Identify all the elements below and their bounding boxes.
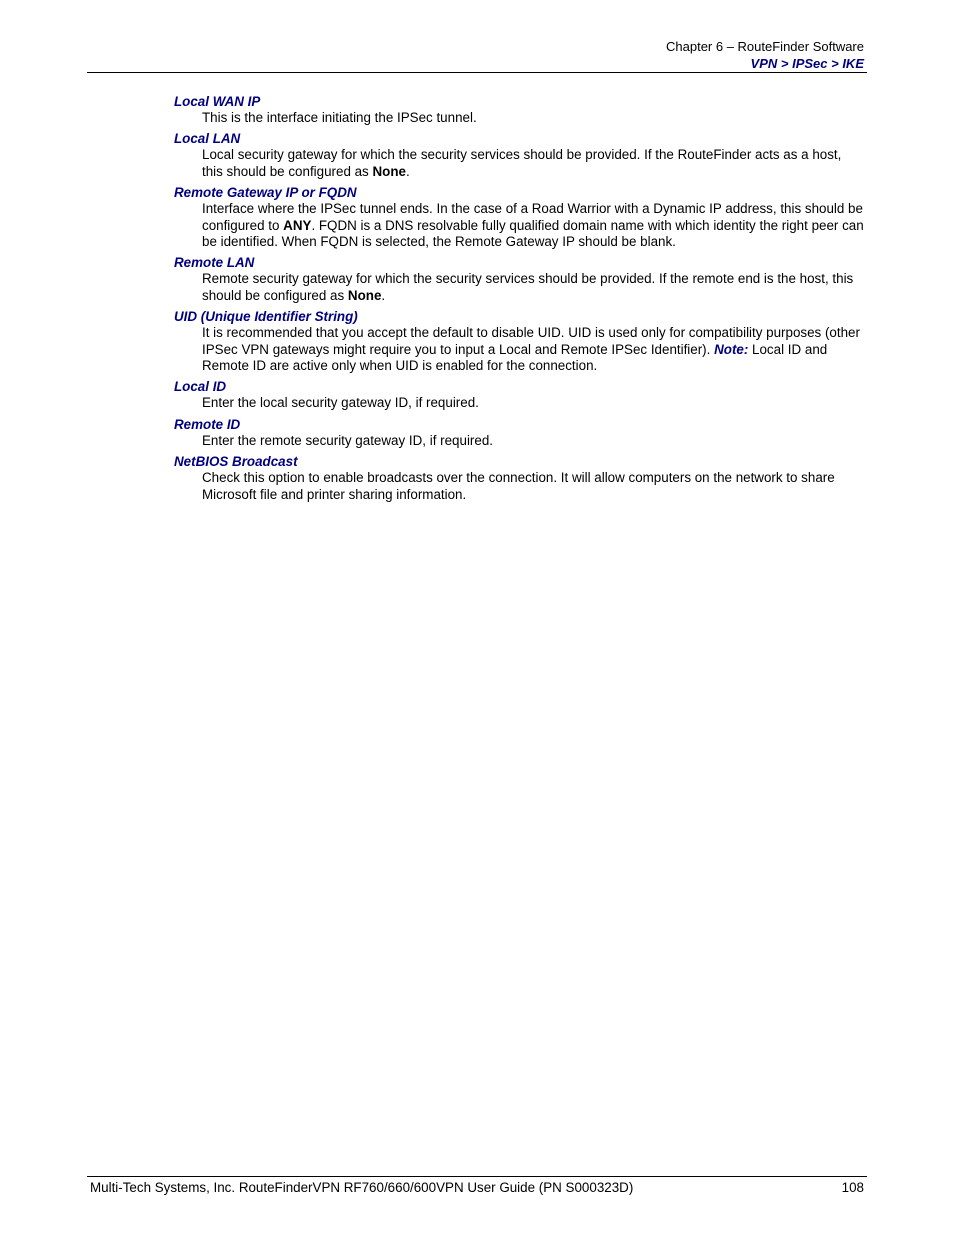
term-description: This is the interface initiating the IPSec tunnel.: [202, 110, 477, 125]
term-heading: Local WAN IP: [174, 94, 261, 109]
term-heading: Local LAN: [174, 131, 241, 147]
description-text: Remote security gateway for which the security services should be provided. If the remote end is the host, this should be configured as: [202, 271, 854, 303]
description-text: Local security gateway for which the security services should be provided. If the RouteFinder acts as a host, this should be configured as: [202, 147, 842, 179]
term-description: Check this option to enable broadcasts over the connection. It will allow computers on the network to share Microsoft file and printer sharing information.: [202, 470, 835, 502]
note-label: Note:: [714, 341, 749, 357]
description-bold-value: None: [347, 287, 382, 303]
term-description: [202, 271, 864, 304]
description-text: Local ID and Remote ID are active only when UID is enabled for the connection.: [202, 341, 828, 374]
term-description: [202, 201, 864, 250]
term-description: [202, 325, 864, 374]
entry-remote-gateway: [174, 184, 864, 250]
entry-local-lan: [174, 130, 864, 180]
description-bold-value: ANY: [283, 217, 312, 233]
footer-divider: [87, 1176, 867, 1177]
entry-local-id: [174, 378, 864, 411]
header-divider: [87, 72, 867, 73]
term-description: Enter the remote security gateway ID, if required.: [202, 432, 494, 448]
description-text: . FQDN is a DNS resolvable fully qualified domain name with which identity the right peer can be identified. When FQDN is selected, the Remote Gateway IP should be blank.: [202, 217, 864, 250]
description-text: It is recommended that you accept the default to disable UID. UID is used only for compatibility purposes (other IPSec VPN gateways might require you to input a Local and Remote IPSec Identifier).: [202, 325, 860, 357]
entry-netbios-broadcast: [174, 453, 864, 503]
term-description: Enter the local security gateway ID, if required.: [202, 395, 479, 411]
breadcrumb: VPN > IPSec > IKE: [750, 56, 864, 71]
description-text: .: [405, 163, 410, 179]
term-heading: Remote LAN: [174, 255, 255, 271]
page-number: 108: [841, 1180, 864, 1195]
term-description: [202, 147, 864, 180]
footer-document-title: Multi-Tech Systems, Inc. RouteFinderVPN RF760/660/600VPN User Guide (PN S000323D): [90, 1180, 634, 1195]
entry-remote-id: [174, 416, 864, 449]
entry-uid: [174, 308, 864, 374]
term-heading: Remote ID: [174, 416, 241, 432]
entry-local-wan-ip: [174, 93, 864, 126]
chapter-title: Chapter 6 – RouteFinder Software: [666, 39, 864, 54]
term-heading: Local ID: [174, 379, 227, 395]
description-text: Interface where the IPSec tunnel ends. In the case of a Road Warrior with a Dynamic IP address, this should be configured to: [202, 201, 863, 233]
description-text: .: [381, 287, 386, 303]
entry-remote-lan: [174, 254, 864, 304]
term-heading: NetBIOS Broadcast: [174, 454, 298, 470]
term-heading: UID (Unique Identifier String): [174, 309, 358, 325]
definition-list: [174, 93, 864, 507]
term-heading: Remote Gateway IP or FQDN: [174, 185, 357, 201]
page-header: [87, 38, 864, 72]
description-bold-value: None: [372, 163, 406, 179]
